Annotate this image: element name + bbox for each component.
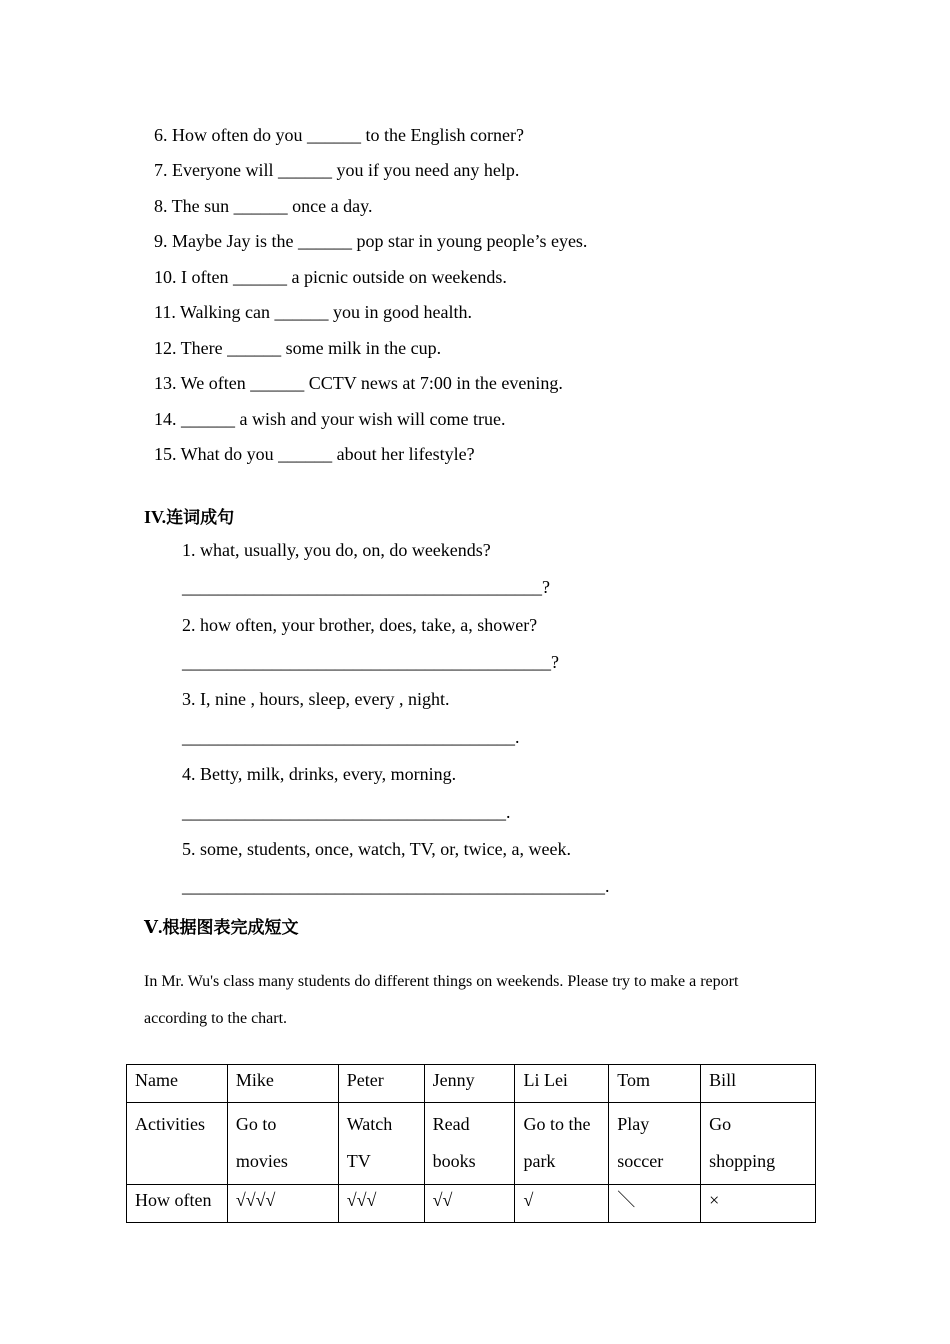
cell-activity-tom bbox=[609, 1103, 701, 1185]
reorder-answer-line-5: _______________________________________________. bbox=[182, 876, 610, 896]
activity-line-2: soccer bbox=[617, 1151, 664, 1171]
activity-line-2: books bbox=[432, 1151, 476, 1171]
table-row-activities bbox=[127, 1103, 816, 1185]
reorder-answer-line-3: _____________________________________. bbox=[182, 727, 520, 747]
activity-line-2: shopping bbox=[709, 1151, 776, 1171]
fill-in-item-7: 7. Everyone will ______ you if you need any help. bbox=[154, 160, 520, 180]
cell-often-tom: ＼ bbox=[609, 1185, 701, 1223]
table-row-how-often bbox=[127, 1185, 816, 1223]
activity-line-2: park bbox=[523, 1151, 556, 1171]
fill-in-item-12: 12. There ______ some milk in the cup. bbox=[154, 338, 442, 358]
fill-in-item-11: 11. Walking can ______ you in good health. bbox=[154, 302, 473, 322]
activities-chart-table bbox=[126, 1064, 816, 1223]
cell-activity-li-lei bbox=[515, 1103, 609, 1185]
reorder-question-1: 1. what, usually, you do, on, do weekends? bbox=[182, 540, 491, 560]
cell-name-li-lei: Li Lei bbox=[515, 1065, 609, 1103]
cell-often-jenny: √√ bbox=[424, 1185, 515, 1223]
fill-in-item-9: 9. Maybe Jay is the ______ pop star in young people’s eyes. bbox=[154, 231, 588, 251]
intro-text-line-1: In Mr. Wu's class many students do different things on weekends. Please try to make a report bbox=[144, 973, 739, 990]
fill-in-item-6: 6. How often do you ______ to the English corner? bbox=[154, 125, 524, 145]
cell-activity-bill bbox=[701, 1103, 816, 1185]
fill-in-item-10: 10. I often ______ a picnic outside on weekends. bbox=[154, 267, 507, 287]
section-5-heading bbox=[144, 913, 298, 938]
cell-name-jenny: Jenny bbox=[424, 1065, 515, 1103]
activity-line-1: Read bbox=[432, 1114, 470, 1134]
reorder-answer-line-2: _________________________________________? bbox=[182, 652, 559, 672]
cell-name-tom: Tom bbox=[609, 1065, 701, 1103]
activity-line-2: movies bbox=[235, 1151, 288, 1171]
section-4-title: 连词成句 bbox=[166, 508, 235, 528]
row-label-name: Name bbox=[127, 1065, 228, 1103]
section-4-heading bbox=[144, 503, 234, 528]
activity-line-1: Go to bbox=[235, 1114, 277, 1134]
fill-in-item-14: 14. ______ a wish and your wish will come true. bbox=[154, 409, 506, 429]
cell-activity-mike bbox=[227, 1103, 338, 1185]
cell-often-mike: √√√√ bbox=[227, 1185, 338, 1223]
table-row-name bbox=[127, 1065, 816, 1103]
reorder-question-2: 2. how often, your brother, does, take, a, shower? bbox=[182, 615, 538, 635]
cell-often-bill: × bbox=[701, 1185, 816, 1223]
activity-line-1: Go bbox=[709, 1114, 732, 1134]
reorder-question-4: 4. Betty, milk, drinks, every, morning. bbox=[182, 764, 457, 784]
cell-often-peter: √√√ bbox=[338, 1185, 424, 1223]
cell-activity-jenny bbox=[424, 1103, 515, 1185]
cell-activity-peter bbox=[338, 1103, 424, 1185]
reorder-question-5: 5. some, students, once, watch, TV, or, twice, a, week. bbox=[182, 839, 572, 859]
cell-often-li-lei: √ bbox=[515, 1185, 609, 1223]
reorder-answer-line-4: ____________________________________. bbox=[182, 802, 511, 822]
activity-line-1: Go to the bbox=[523, 1114, 591, 1134]
row-label-activities: Activities bbox=[127, 1103, 228, 1185]
cell-name-bill: Bill bbox=[701, 1065, 816, 1103]
fill-in-item-15: 15. What do you ______ about her lifestyle? bbox=[154, 444, 475, 464]
intro-text-line-2: according to the chart. bbox=[144, 1010, 288, 1027]
activity-line-1: Play bbox=[617, 1114, 650, 1134]
section-4-number: IV. bbox=[144, 507, 167, 527]
activity-line-2: TV bbox=[346, 1151, 371, 1171]
cell-name-peter: Peter bbox=[338, 1065, 424, 1103]
reorder-question-3: 3. I, nine , hours, sleep, every , night. bbox=[182, 689, 450, 709]
activity-line-1: Watch bbox=[346, 1114, 393, 1134]
fill-in-item-13: 13. We often ______ CCTV news at 7:00 in the evening. bbox=[154, 373, 563, 393]
cell-name-mike: Mike bbox=[227, 1065, 338, 1103]
section-5-title: 根据图表完成短文 bbox=[162, 918, 299, 938]
row-label-how-often: How often bbox=[127, 1185, 228, 1223]
fill-in-item-8: 8. The sun ______ once a day. bbox=[154, 196, 373, 216]
reorder-answer-line-1: ________________________________________? bbox=[182, 577, 550, 597]
section-5-number: Ⅴ. bbox=[144, 917, 163, 937]
